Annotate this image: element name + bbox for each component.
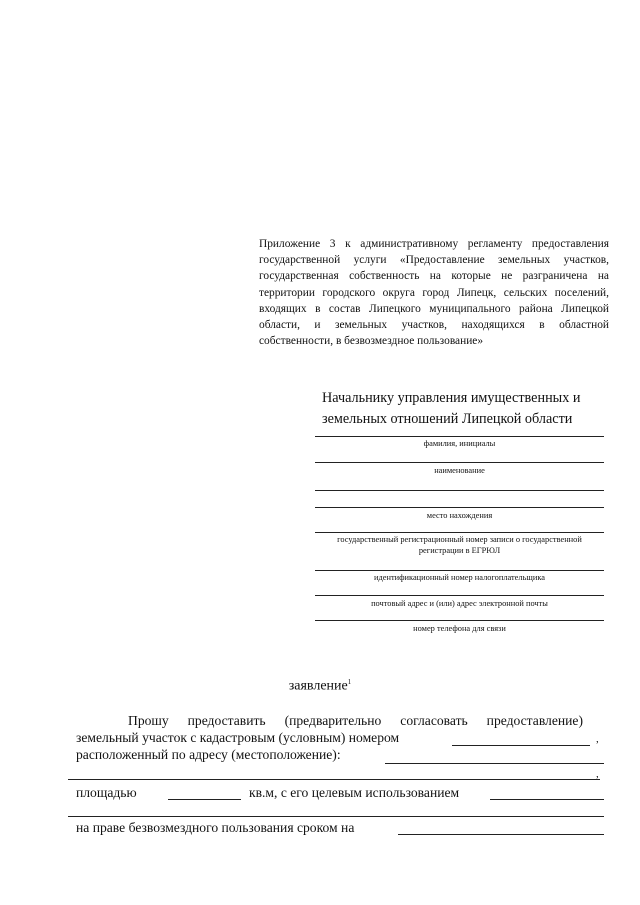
location-caption: место нахождения xyxy=(426,511,493,520)
name-line-2[interactable] xyxy=(315,490,604,491)
footnote-mark: 1 xyxy=(347,678,352,686)
cadastral-comma: , xyxy=(596,733,599,745)
statement-title xyxy=(0,678,640,695)
name-line[interactable] xyxy=(315,462,604,463)
term-field[interactable] xyxy=(398,834,604,835)
address-line[interactable] xyxy=(315,595,604,596)
inn-line[interactable] xyxy=(315,570,604,571)
request-line-1: Прошу предоставить (предварительно согласовать предоставление) xyxy=(128,713,583,728)
cadastral-label: земельный участок с кадастровым (условным) номером xyxy=(76,730,400,745)
phone-caption: номер телефона для связи xyxy=(413,624,506,633)
purpose-label: кв.м, с его целевым использованием xyxy=(249,785,460,800)
address-label: расположенный по адресу (местоположение): xyxy=(76,747,341,762)
address-caption: почтовый адрес и (или) адрес электронной почты xyxy=(371,599,548,608)
purpose-field[interactable] xyxy=(490,799,604,800)
surname-line[interactable] xyxy=(315,436,604,437)
address-comma: , xyxy=(596,768,599,780)
term-label: на праве безвозмездного пользования сроком на xyxy=(76,820,355,835)
reg-number-caption: государственный регистрационный номер записи о государственной регистрации в ЕГРЮЛ xyxy=(337,535,582,555)
address-field-2[interactable] xyxy=(68,779,600,780)
location-line[interactable] xyxy=(315,507,604,508)
inn-caption: идентификационный номер налогоплательщика xyxy=(374,573,545,582)
phone-line[interactable] xyxy=(315,620,604,621)
statement-title-text: заявление xyxy=(288,678,348,694)
reg-number-line[interactable] xyxy=(315,532,604,533)
addressee xyxy=(322,388,622,429)
area-label: площадью xyxy=(76,785,137,800)
address-field[interactable] xyxy=(385,763,604,764)
surname-caption: фамилия, инициалы xyxy=(423,439,496,448)
area-field[interactable] xyxy=(168,799,241,800)
purpose-field-2[interactable] xyxy=(68,816,604,817)
addressee-line-1: Начальнику управления имущественных и xyxy=(322,390,581,406)
cadastral-number-field[interactable] xyxy=(452,745,590,746)
name-caption: наименование xyxy=(434,466,485,475)
annex-note: Приложение 3 к административному регламенту предоставления государственной услуги «Предоставление земельных участков, государственная собственность на которые не разграничена на территории городского округа город Липецк, сельских поселений, входящих в состав Липецкого муниципального района Липецкой области, и земельных участков, находящихся в областной собственности, в безвозмездное пользование» xyxy=(259,238,609,348)
addressee-line-2: земельных отношений Липецкой области xyxy=(322,410,573,427)
